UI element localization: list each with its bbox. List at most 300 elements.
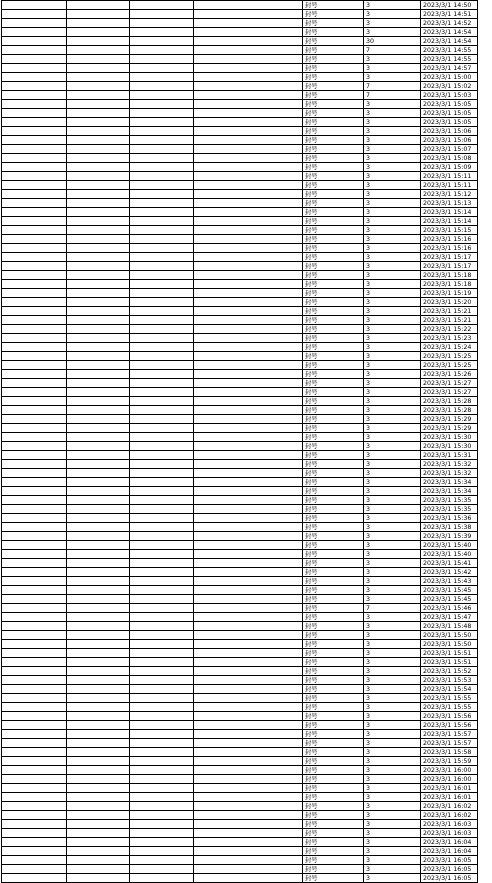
nickname-cell <box>194 325 303 334</box>
level-cell <box>130 82 194 91</box>
count-cell: 3 <box>364 397 421 406</box>
count-cell: 3 <box>364 433 421 442</box>
table-row <box>2 298 478 307</box>
count-cell: 3 <box>364 676 421 685</box>
nickname-cell <box>194 613 303 622</box>
level-cell <box>130 307 194 316</box>
count-cell: 3 <box>364 280 421 289</box>
action-type-cell: 封号 <box>303 271 364 280</box>
server-cell <box>2 595 67 604</box>
player-id-cell <box>67 424 130 433</box>
time-cell: 2023/3/1 14:54 <box>421 37 478 46</box>
time-cell: 2023/3/1 15:05 <box>421 100 478 109</box>
level-cell <box>130 253 194 262</box>
server-cell <box>2 793 67 802</box>
action-type-cell: 封号 <box>303 577 364 586</box>
server-cell <box>2 874 67 883</box>
player-id-cell <box>67 136 130 145</box>
action-type-cell: 封号 <box>303 316 364 325</box>
table-row <box>2 793 478 802</box>
action-type-cell: 封号 <box>303 487 364 496</box>
nickname-cell <box>194 370 303 379</box>
player-id-cell <box>67 10 130 19</box>
server-cell <box>2 280 67 289</box>
table-row <box>2 838 478 847</box>
server-cell <box>2 334 67 343</box>
nickname-cell <box>194 748 303 757</box>
player-id-cell <box>67 478 130 487</box>
server-cell <box>2 136 67 145</box>
time-cell: 2023/3/1 15:20 <box>421 298 478 307</box>
level-cell <box>130 811 194 820</box>
player-id-cell <box>67 46 130 55</box>
level-cell <box>130 856 194 865</box>
nickname-cell <box>194 532 303 541</box>
nickname-cell <box>194 820 303 829</box>
server-cell <box>2 721 67 730</box>
table-row <box>2 802 478 811</box>
count-cell: 3 <box>364 424 421 433</box>
nickname-cell <box>194 379 303 388</box>
server-cell <box>2 424 67 433</box>
count-cell: 3 <box>364 649 421 658</box>
action-type-cell: 封号 <box>303 847 364 856</box>
player-id-cell <box>67 433 130 442</box>
server-cell <box>2 127 67 136</box>
server-cell <box>2 640 67 649</box>
nickname-cell <box>194 10 303 19</box>
table-row <box>2 595 478 604</box>
level-cell <box>130 199 194 208</box>
table-row <box>2 460 478 469</box>
table-row <box>2 190 478 199</box>
table-row <box>2 505 478 514</box>
action-type-cell: 封号 <box>303 739 364 748</box>
time-cell: 2023/3/1 15:08 <box>421 154 478 163</box>
table-row <box>2 388 478 397</box>
table-row <box>2 145 478 154</box>
time-cell: 2023/3/1 16:02 <box>421 802 478 811</box>
action-type-cell: 封号 <box>303 631 364 640</box>
level-cell <box>130 586 194 595</box>
count-cell: 3 <box>364 289 421 298</box>
action-type-cell: 封号 <box>303 784 364 793</box>
player-id-cell <box>67 244 130 253</box>
level-cell <box>130 838 194 847</box>
player-id-cell <box>67 667 130 676</box>
nickname-cell <box>194 55 303 64</box>
player-id-cell <box>67 577 130 586</box>
level-cell <box>130 316 194 325</box>
server-cell <box>2 802 67 811</box>
player-id-cell <box>67 829 130 838</box>
player-id-cell <box>67 190 130 199</box>
time-cell: 2023/3/1 15:31 <box>421 451 478 460</box>
count-cell: 3 <box>364 523 421 532</box>
level-cell <box>130 343 194 352</box>
player-id-cell <box>67 415 130 424</box>
time-cell: 2023/3/1 14:51 <box>421 10 478 19</box>
table-row <box>2 865 478 874</box>
server-cell <box>2 244 67 253</box>
server-cell <box>2 505 67 514</box>
player-id-cell <box>67 325 130 334</box>
server-cell <box>2 523 67 532</box>
action-type-cell: 封号 <box>303 163 364 172</box>
time-cell: 2023/3/1 15:57 <box>421 739 478 748</box>
player-id-cell <box>67 586 130 595</box>
level-cell <box>130 829 194 838</box>
count-cell: 3 <box>364 388 421 397</box>
count-cell: 3 <box>364 595 421 604</box>
player-id-cell <box>67 802 130 811</box>
level-cell <box>130 118 194 127</box>
table-row <box>2 577 478 586</box>
table-row <box>2 487 478 496</box>
action-type-cell: 封号 <box>303 757 364 766</box>
time-cell: 2023/3/1 15:58 <box>421 748 478 757</box>
table-row <box>2 289 478 298</box>
player-id-cell <box>67 73 130 82</box>
count-cell: 3 <box>364 235 421 244</box>
server-cell <box>2 253 67 262</box>
time-cell: 2023/3/1 15:13 <box>421 199 478 208</box>
nickname-cell <box>194 487 303 496</box>
nickname-cell <box>194 109 303 118</box>
time-cell: 2023/3/1 15:19 <box>421 289 478 298</box>
action-type-cell: 封号 <box>303 154 364 163</box>
level-cell <box>130 478 194 487</box>
player-id-cell <box>67 469 130 478</box>
table-row <box>2 685 478 694</box>
server-cell <box>2 766 67 775</box>
time-cell: 2023/3/1 15:06 <box>421 127 478 136</box>
action-type-cell: 封号 <box>303 505 364 514</box>
table-row <box>2 1 478 10</box>
time-cell: 2023/3/1 15:51 <box>421 649 478 658</box>
server-cell <box>2 37 67 46</box>
count-cell: 3 <box>364 577 421 586</box>
count-cell: 3 <box>364 514 421 523</box>
time-cell: 2023/3/1 15:00 <box>421 73 478 82</box>
nickname-cell <box>194 829 303 838</box>
player-id-cell <box>67 253 130 262</box>
player-id-cell <box>67 19 130 28</box>
player-id-cell <box>67 541 130 550</box>
level-cell <box>130 370 194 379</box>
table-row <box>2 262 478 271</box>
time-cell: 2023/3/1 15:28 <box>421 397 478 406</box>
time-cell: 2023/3/1 16:01 <box>421 784 478 793</box>
action-type-cell: 封号 <box>303 793 364 802</box>
count-cell: 3 <box>364 28 421 37</box>
nickname-cell <box>194 586 303 595</box>
time-cell: 2023/3/1 15:48 <box>421 622 478 631</box>
nickname-cell <box>194 91 303 100</box>
count-cell: 3 <box>364 550 421 559</box>
level-cell <box>130 325 194 334</box>
count-cell: 3 <box>364 847 421 856</box>
count-cell: 3 <box>364 631 421 640</box>
level-cell <box>130 217 194 226</box>
player-id-cell <box>67 388 130 397</box>
time-cell: 2023/3/1 16:01 <box>421 793 478 802</box>
time-cell: 2023/3/1 14:52 <box>421 19 478 28</box>
time-cell: 2023/3/1 15:14 <box>421 217 478 226</box>
player-id-cell <box>67 100 130 109</box>
table-row <box>2 856 478 865</box>
server-cell <box>2 415 67 424</box>
nickname-cell <box>194 703 303 712</box>
player-id-cell <box>67 550 130 559</box>
time-cell: 2023/3/1 15:28 <box>421 406 478 415</box>
count-cell: 3 <box>364 253 421 262</box>
action-type-cell: 封号 <box>303 82 364 91</box>
action-type-cell: 封号 <box>303 568 364 577</box>
count-cell: 3 <box>364 874 421 883</box>
table-row <box>2 640 478 649</box>
nickname-cell <box>194 37 303 46</box>
time-cell: 2023/3/1 15:22 <box>421 325 478 334</box>
nickname-cell <box>194 73 303 82</box>
time-cell: 2023/3/1 15:34 <box>421 487 478 496</box>
player-id-cell <box>67 127 130 136</box>
time-cell: 2023/3/1 15:03 <box>421 91 478 100</box>
table-row <box>2 217 478 226</box>
time-cell: 2023/3/1 14:55 <box>421 46 478 55</box>
action-type-cell: 封号 <box>303 55 364 64</box>
time-cell: 2023/3/1 15:07 <box>421 145 478 154</box>
time-cell: 2023/3/1 16:03 <box>421 820 478 829</box>
action-type-cell: 封号 <box>303 694 364 703</box>
server-cell <box>2 361 67 370</box>
action-type-cell: 封号 <box>303 595 364 604</box>
count-cell: 3 <box>364 703 421 712</box>
action-type-cell: 封号 <box>303 559 364 568</box>
level-cell <box>130 532 194 541</box>
count-cell: 3 <box>364 865 421 874</box>
level-cell <box>130 271 194 280</box>
table-row <box>2 352 478 361</box>
table-row <box>2 55 478 64</box>
nickname-cell <box>194 424 303 433</box>
player-id-cell <box>67 739 130 748</box>
action-type-cell: 封号 <box>303 541 364 550</box>
count-cell: 3 <box>364 307 421 316</box>
action-type-cell: 封号 <box>303 460 364 469</box>
nickname-cell <box>194 460 303 469</box>
table-row <box>2 235 478 244</box>
nickname-cell <box>194 181 303 190</box>
player-id-cell <box>67 145 130 154</box>
level-cell <box>130 262 194 271</box>
player-id-cell <box>67 397 130 406</box>
count-cell: 3 <box>364 775 421 784</box>
level-cell <box>130 388 194 397</box>
count-cell: 3 <box>364 721 421 730</box>
action-type-cell: 封号 <box>303 217 364 226</box>
level-cell <box>130 136 194 145</box>
action-type-cell: 封号 <box>303 712 364 721</box>
time-cell: 2023/3/1 15:53 <box>421 676 478 685</box>
player-id-cell <box>67 370 130 379</box>
player-id-cell <box>67 289 130 298</box>
action-type-cell: 封号 <box>303 235 364 244</box>
level-cell <box>130 46 194 55</box>
time-cell: 2023/3/1 16:05 <box>421 856 478 865</box>
action-type-cell: 封号 <box>303 865 364 874</box>
server-cell <box>2 865 67 874</box>
count-cell: 3 <box>364 181 421 190</box>
level-cell <box>130 1 194 10</box>
player-id-cell <box>67 568 130 577</box>
server-cell <box>2 19 67 28</box>
level-cell <box>130 424 194 433</box>
server-cell <box>2 847 67 856</box>
table-row <box>2 847 478 856</box>
level-cell <box>130 541 194 550</box>
nickname-cell <box>194 100 303 109</box>
table-row <box>2 199 478 208</box>
action-type-cell: 封号 <box>303 649 364 658</box>
table-row <box>2 433 478 442</box>
action-type-cell: 封号 <box>303 622 364 631</box>
nickname-cell <box>194 694 303 703</box>
count-cell: 3 <box>364 568 421 577</box>
nickname-cell <box>194 388 303 397</box>
table-row <box>2 127 478 136</box>
time-cell: 2023/3/1 15:40 <box>421 541 478 550</box>
level-cell <box>130 874 194 883</box>
level-cell <box>130 712 194 721</box>
table-row <box>2 415 478 424</box>
time-cell: 2023/3/1 15:32 <box>421 460 478 469</box>
table-row <box>2 757 478 766</box>
table-row <box>2 46 478 55</box>
server-cell <box>2 181 67 190</box>
count-cell: 3 <box>364 145 421 154</box>
count-cell: 3 <box>364 478 421 487</box>
table-row <box>2 37 478 46</box>
player-id-cell <box>67 163 130 172</box>
count-cell: 30 <box>364 37 421 46</box>
player-id-cell <box>67 406 130 415</box>
table-row <box>2 703 478 712</box>
server-cell <box>2 55 67 64</box>
server-cell <box>2 145 67 154</box>
player-id-cell <box>67 451 130 460</box>
server-cell <box>2 784 67 793</box>
count-cell: 3 <box>364 325 421 334</box>
server-cell <box>2 325 67 334</box>
action-type-cell: 封号 <box>303 73 364 82</box>
time-cell: 2023/3/1 15:05 <box>421 118 478 127</box>
player-id-cell <box>67 658 130 667</box>
level-cell <box>130 685 194 694</box>
nickname-cell <box>194 550 303 559</box>
level-cell <box>130 442 194 451</box>
time-cell: 2023/3/1 14:54 <box>421 28 478 37</box>
level-cell <box>130 28 194 37</box>
action-type-cell: 封号 <box>303 190 364 199</box>
nickname-cell <box>194 289 303 298</box>
level-cell <box>130 847 194 856</box>
action-type-cell: 封号 <box>303 280 364 289</box>
action-type-cell: 封号 <box>303 28 364 37</box>
table-row <box>2 649 478 658</box>
server-cell <box>2 694 67 703</box>
count-cell: 3 <box>364 838 421 847</box>
table-row <box>2 694 478 703</box>
nickname-cell <box>194 271 303 280</box>
level-cell <box>130 649 194 658</box>
nickname-cell <box>194 478 303 487</box>
time-cell: 2023/3/1 15:38 <box>421 523 478 532</box>
player-id-cell <box>67 622 130 631</box>
table-row <box>2 397 478 406</box>
table-row <box>2 874 478 883</box>
time-cell: 2023/3/1 15:09 <box>421 163 478 172</box>
time-cell: 2023/3/1 15:43 <box>421 577 478 586</box>
time-cell: 2023/3/1 15:30 <box>421 433 478 442</box>
table-row <box>2 424 478 433</box>
player-id-cell <box>67 523 130 532</box>
player-id-cell <box>67 595 130 604</box>
level-cell <box>130 64 194 73</box>
level-cell <box>130 757 194 766</box>
server-cell <box>2 856 67 865</box>
player-id-cell <box>67 82 130 91</box>
nickname-cell <box>194 172 303 181</box>
server-cell <box>2 316 67 325</box>
level-cell <box>130 280 194 289</box>
level-cell <box>130 820 194 829</box>
table-row <box>2 100 478 109</box>
action-type-cell: 封号 <box>303 730 364 739</box>
nickname-cell <box>194 118 303 127</box>
table-row <box>2 406 478 415</box>
count-cell: 3 <box>364 442 421 451</box>
table-row <box>2 568 478 577</box>
nickname-cell <box>194 190 303 199</box>
time-cell: 2023/3/1 16:00 <box>421 766 478 775</box>
server-cell <box>2 541 67 550</box>
nickname-cell <box>194 505 303 514</box>
level-cell <box>130 109 194 118</box>
level-cell <box>130 523 194 532</box>
player-id-cell <box>67 334 130 343</box>
time-cell: 2023/3/1 15:16 <box>421 235 478 244</box>
level-cell <box>130 550 194 559</box>
time-cell: 2023/3/1 15:52 <box>421 667 478 676</box>
level-cell <box>130 55 194 64</box>
level-cell <box>130 415 194 424</box>
time-cell: 2023/3/1 15:12 <box>421 190 478 199</box>
time-cell: 2023/3/1 15:41 <box>421 559 478 568</box>
count-cell: 3 <box>364 496 421 505</box>
table-row <box>2 370 478 379</box>
action-type-cell: 封号 <box>303 775 364 784</box>
action-type-cell: 封号 <box>303 46 364 55</box>
player-id-cell <box>67 514 130 523</box>
table-row <box>2 541 478 550</box>
count-cell: 3 <box>364 586 421 595</box>
level-cell <box>130 793 194 802</box>
player-id-cell <box>67 226 130 235</box>
action-type-cell: 封号 <box>303 145 364 154</box>
player-id-cell <box>67 442 130 451</box>
level-cell <box>130 775 194 784</box>
